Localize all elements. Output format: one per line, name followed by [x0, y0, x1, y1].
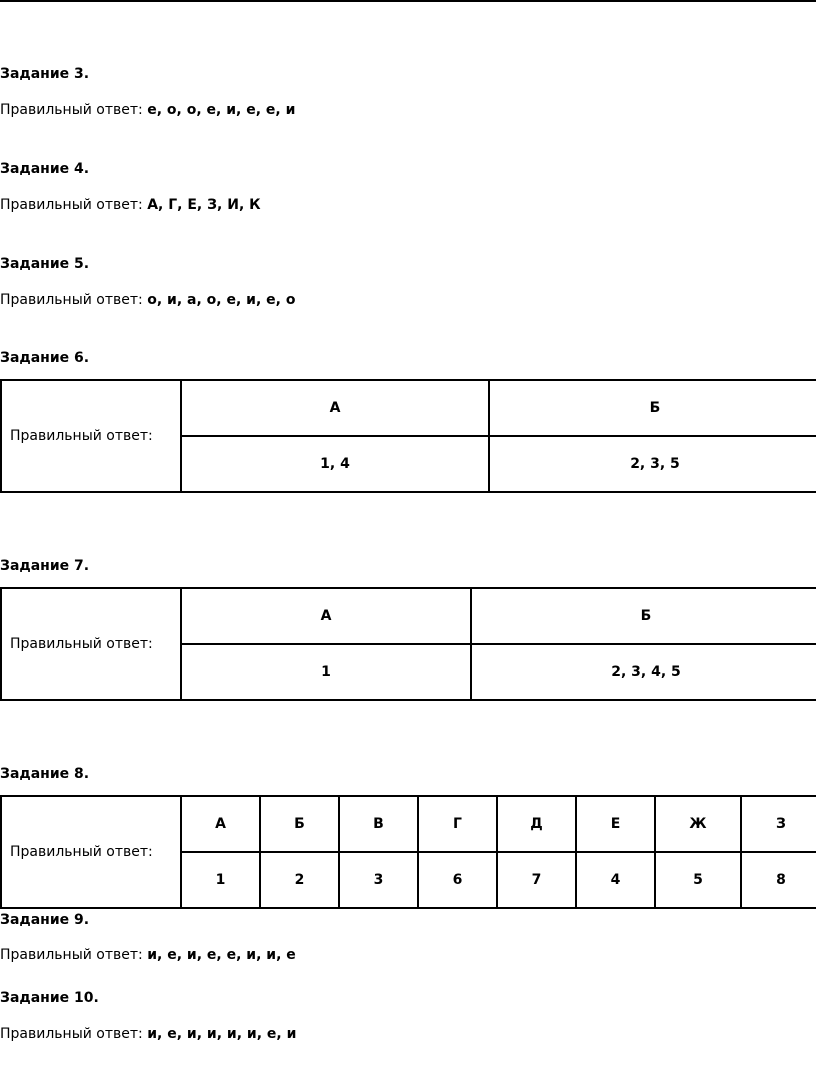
answer-label: Правильный ответ:: [0, 1026, 143, 1042]
task-10-answer: [0, 1026, 296, 1042]
value-cell: 4: [576, 852, 655, 908]
header-cell: А: [181, 588, 471, 644]
answer-label: Правильный ответ:: [0, 197, 143, 213]
value-cell: 6: [418, 852, 497, 908]
answer-label: Правильный ответ:: [1, 380, 181, 492]
answer-value: А, Г, Е, З, И, К: [147, 197, 261, 213]
answer-value: и, е, и, е, е, и, и, е: [147, 947, 296, 963]
header-cell: Е: [576, 796, 655, 852]
answer-label: Правильный ответ:: [0, 292, 143, 308]
answer-label: Правильный ответ:: [0, 947, 143, 963]
value-cell: 3: [339, 852, 418, 908]
value-cell: 1: [181, 644, 471, 700]
answer-value: и, е, и, и, и, и, е, и: [147, 1026, 297, 1042]
answer-label: Правильный ответ:: [1, 796, 181, 908]
value-cell: 8: [741, 852, 816, 908]
header-cell: Б: [489, 380, 816, 436]
task-5-title: Задание 5.: [0, 256, 90, 272]
answer-label: Правильный ответ:: [1, 588, 181, 700]
value-cell: 1: [181, 852, 260, 908]
value-cell: 7: [497, 852, 576, 908]
value-cell: 5: [655, 852, 741, 908]
header-cell: Ж: [655, 796, 741, 852]
task-8-answer-table: [0, 795, 816, 909]
value-cell: 2: [260, 852, 339, 908]
header-cell: А: [181, 380, 489, 436]
task-8-title: Задание 8.: [0, 766, 90, 782]
answer-value: е, о, о, е, и, е, е, и: [147, 102, 296, 118]
task-3-answer: [0, 102, 295, 118]
task-9-answer: [0, 947, 296, 963]
header-cell: З: [741, 796, 816, 852]
task-6-title: Задание 6.: [0, 350, 90, 366]
task-5-answer: [0, 292, 295, 308]
header-cell: Б: [471, 588, 816, 644]
answer-label: Правильный ответ:: [0, 102, 143, 118]
value-cell: 2, 3, 4, 5: [471, 644, 816, 700]
task-4-answer: [0, 197, 261, 213]
task-7-title: Задание 7.: [0, 558, 90, 574]
header-cell: Г: [418, 796, 497, 852]
task-4-title: Задание 4.: [0, 161, 90, 177]
header-cell: А: [181, 796, 260, 852]
task-7-answer-table: [0, 587, 816, 701]
answer-value: о, и, а, о, е, и, е, о: [147, 292, 296, 308]
value-cell: 1, 4: [181, 436, 489, 492]
top-rule: [0, 0, 816, 2]
value-cell: 2, 3, 5: [489, 436, 816, 492]
task-9-title: Задание 9.: [0, 912, 90, 928]
task-6-answer-table: [0, 379, 816, 493]
header-cell: Д: [497, 796, 576, 852]
header-cell: Б: [260, 796, 339, 852]
header-cell: В: [339, 796, 418, 852]
task-10-title: Задание 10.: [0, 990, 99, 1006]
task-3-title: Задание 3.: [0, 66, 90, 82]
